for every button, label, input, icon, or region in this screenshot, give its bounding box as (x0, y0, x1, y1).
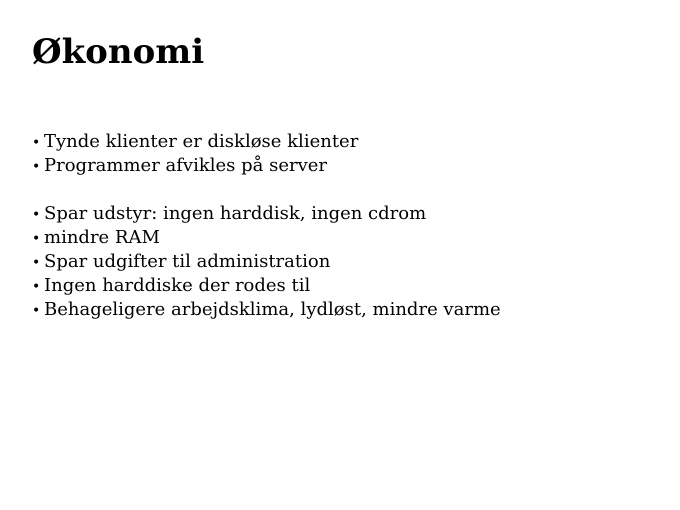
bullet-text: Behageligere arbejdsklima, lydløst, mindre varme (44, 299, 501, 320)
bullet-item (32, 130, 501, 154)
bullet-dot-icon: • (32, 303, 41, 319)
bullet-text: Programmer afvikles på server (44, 155, 328, 176)
bullet-text: Tynde klienter er diskløse klienter (44, 131, 359, 152)
bullet-dot-icon: • (32, 255, 41, 271)
bullet-text: Spar udgifter til administration (44, 251, 331, 272)
bullet-text: mindre RAM (44, 227, 160, 248)
bullet-item (32, 202, 501, 226)
bullet-item (32, 274, 501, 298)
slide-title: Økonomi (32, 32, 205, 72)
bullet-dot-icon: • (32, 135, 41, 151)
bullet-item (32, 154, 501, 178)
bullet-list (32, 130, 501, 322)
bullet-dot-icon: • (32, 207, 41, 223)
bullet-text: Spar udstyr: ingen harddisk, ingen cdrom (44, 203, 427, 224)
bullet-dot-icon: • (32, 231, 41, 247)
bullet-text: Ingen harddiske der rodes til (44, 275, 311, 296)
bullet-dot-icon: • (32, 159, 41, 175)
bullet-item (32, 298, 501, 322)
bullet-item (32, 226, 501, 250)
bullet-item (32, 250, 501, 274)
bullet-dot-icon: • (32, 279, 41, 295)
